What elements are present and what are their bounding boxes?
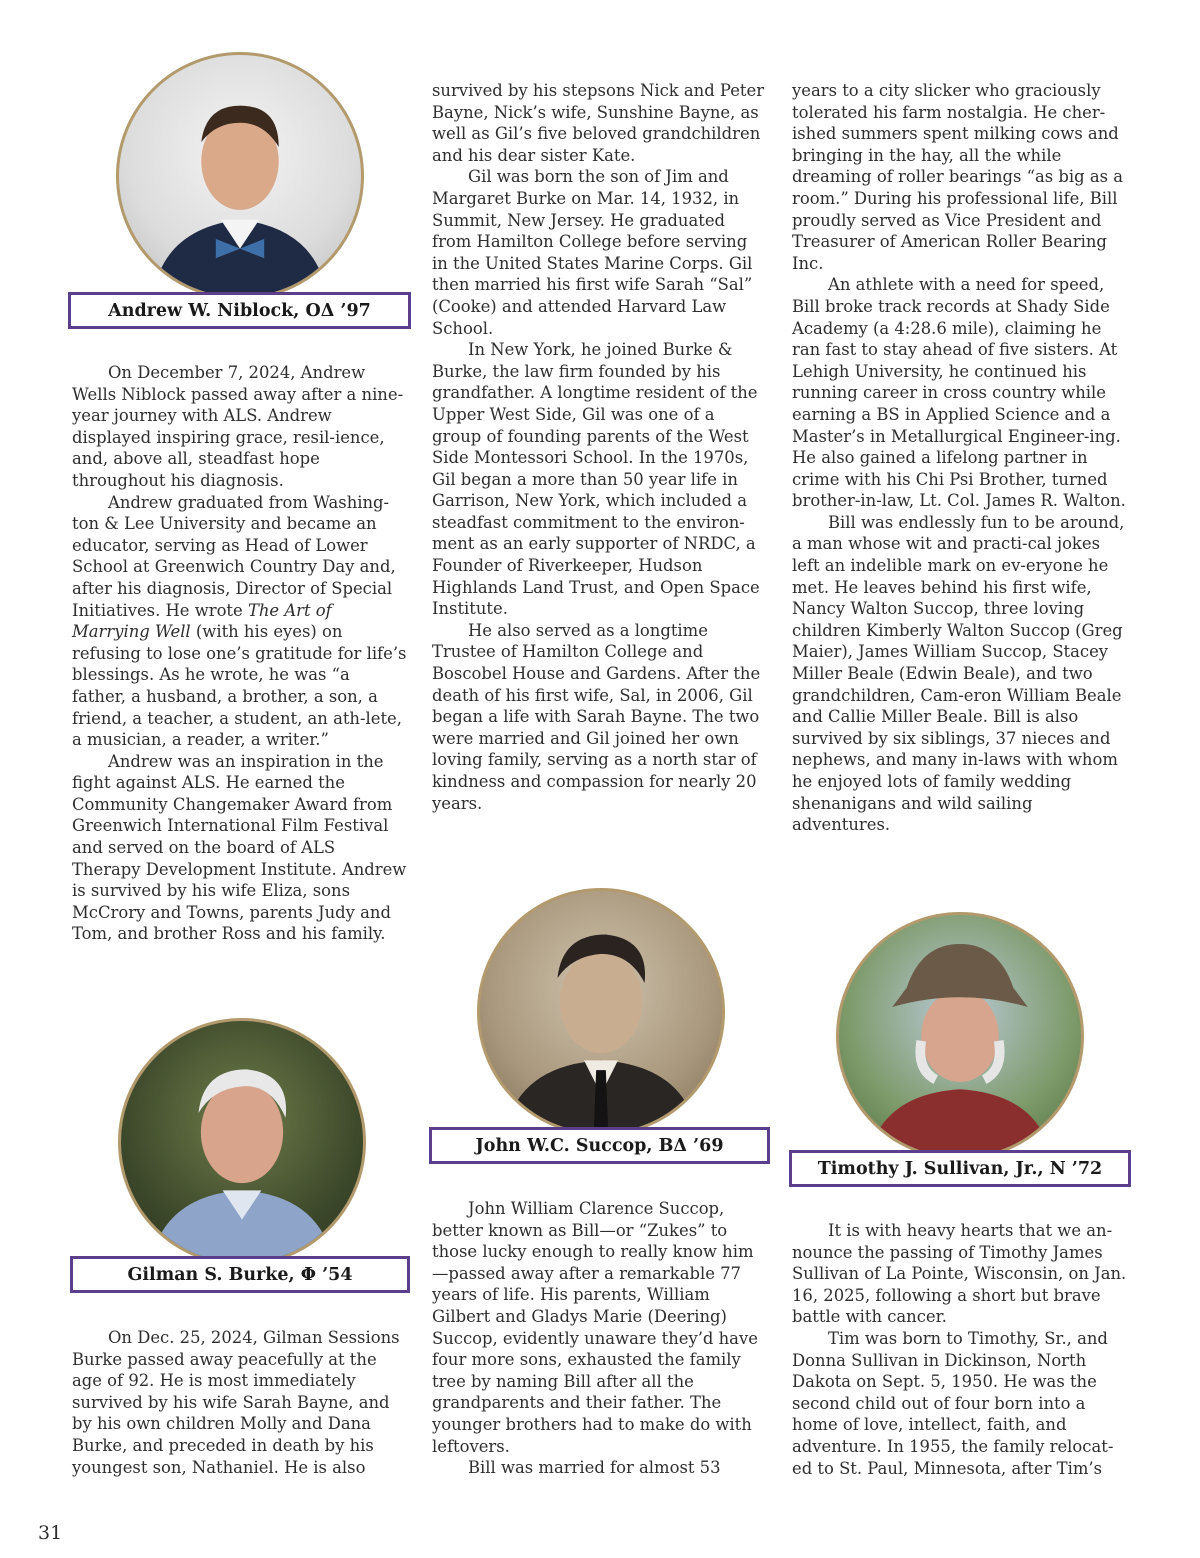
john-succop-text-col2 [432,1198,768,1479]
paragraph: years to a city slicker who graciously tolerated his farm nostalgia. He cher-ished summers spent milking cows and bringing in the hay, all the while dreaming of roller bearings “as big as a room.” During his professional life, Bill proudly served as Vice President and Treasurer of American Roller Bearing Inc. [792,81,1124,273]
gilman-burke-text-col2 [432,80,768,814]
gilman-burke-text-col1 [72,1327,410,1478]
timothy-sullivan-text [792,1220,1132,1479]
paragraph [72,492,408,751]
portrait-icon [480,891,722,1133]
paragraph: He also served as a longtime Trustee of Hamilton College and Boscobel House and Gardens. After the death of his first wife, Sal, in 2006, Gil began a life with Sarah Bayne. The two were married and Gil joined her own loving family, serving as a north star of kindness and compassion for nearly 20 years. [432,620,761,813]
paragraph: On December 7, 2024, Andrew Wells Niblock passed away after a nine-year journey with ALS. Andrew displayed inspiring grace, resil-ience, and, above all, steadfast hope throughout his diagnosis. [72,363,404,490]
paragraph: John William Clarence Succop, better known as Bill—or “Zukes” to those lucky enough to really know him—passed away after a remarkable 77 years of life. His parents, William Gilbert and Gladys Marie (Deering) Succop, evidently unaware they’d have four more sons, exhausted the family tree by naming Bill after all the grandparents and their father. The younger brothers had to make do with leftovers. [432,1199,758,1456]
paragraph: survived by his stepsons Nick and Peter Bayne, Nick’s wife, Sunshine Bayne, as well as Gil’s five beloved grandchildren and his dear sister Kate. [432,81,765,165]
paragraph: Bill was married for almost 53 [468,1458,721,1478]
gilman-burke-photo [118,1018,366,1266]
paragraph-text: (with his eyes) on refusing to lose one’s gratitude for life’s blessings. As he wrote, he was “a father, a husband, a brother, a son, a friend, a teacher, a student, an ath-lete, a musician, a reader, a writer.” [72,622,407,750]
paragraph: Andrew was an inspiration in the fight against ALS. He earned the Community Changemaker Award from Greenwich International Film Festival and served on the board of ALS Therapy Development Institute. Andrew is survived by his wife Eliza, sons McCrory and Towns, parents Judy and Tom, and brother Ross and his family. [72,751,407,944]
john-succop-photo [477,888,725,1136]
portrait-icon [839,915,1081,1157]
gilman-burke-name: Gilman S. Burke, Φ ’54 [70,1256,410,1293]
paragraph: In New York, he joined Burke & Burke, the law firm founded by his grandfather. A longtime resident of the Upper West Side, Gil was one of a group of founding parents of the West Side Montessori School. In the 1970s, Gil began a more than 50 year life in Garrison, New York, which included a steadfast commitment to the environ-ment as an early supporter of NRDC, a Founder of Riverkeeper, Hudson Highlands Land Trust, and Open Space Institute. [432,340,760,619]
paragraph: Tim was born to Timothy, Sr., and Donna Sullivan in Dickinson, North Dakota on Sept. 5, 1950. He was the second child out of four born into a home of love, intellect, faith, and adventure. In 1955, the family relocat-ed to St. Paul, Minnesota, after Tim’s [792,1328,1114,1478]
page-number: 31 [38,1522,63,1544]
book-title: The Art of Marrying Well [72,600,332,642]
paragraph: Bill was endlessly fun to be around, a man whose wit and practi-cal jokes left an indelible mark on ev-eryone he met. He leaves behind his first wife, Nancy Walton Succop, three loving children Kimberly Walton Succop (Greg Maier), James William Succop, Stacey Miller Beale (Edwin Beale), and two grandchildren, Cam-eron William Beale and Callie Miller Beale. Bill is also survived by six siblings, 37 nieces and nephews, and many in-laws with whom he enjoyed lots of family wedding shenanigans and wild sailing adventures. [792,512,1125,835]
john-succop-name: John W.C. Succop, BΔ ’69 [429,1127,770,1164]
paragraph: It is with heavy hearts that we an-nounce the passing of Timothy James Sullivan of La Pointe, Wisconsin, on Jan. 16, 2025, following a short but brave battle with cancer. [792,1221,1127,1327]
paragraph: On Dec. 25, 2024, Gilman Sessions Burke passed away peacefully at the age of 92. He is most immediately survived by his wife Sarah Bayne, and by his own children Molly and Dana Burke, and preceded in death by his youngest son, Nathaniel. He is also [72,1328,400,1477]
john-succop-text-col3 [792,80,1132,836]
andrew-niblock-text [72,362,408,945]
paragraph: Gil was born the son of Jim and Margaret Burke on Mar. 14, 1932, in Summit, New Jersey. He graduated from Hamilton College before serving in the United States Marine Corps. Gil then married his first wife Sarah “Sal” (Cooke) and attended Harvard Law School. [432,167,753,338]
timothy-sullivan-name: Timothy J. Sullivan, Jr., N ’72 [789,1150,1131,1187]
andrew-niblock-photo [116,52,364,300]
paragraph-text: Andrew graduated from Washing-ton & Lee University and became an educator, serving as Head of Lower School at Greenwich Country Day and, after his diagnosis, Director of Special Initiatives. He wrote [72,492,396,620]
andrew-niblock-name: Andrew W. Niblock, OΔ ’97 [68,292,411,329]
paragraph: An athlete with a need for speed, Bill broke track records at Shady Side Academy (a 4:28.6 mile), claiming he ran fast to stay ahead of five sisters. At Lehigh University, he continued his running career in cross country while earning a BS in Applied Science and a Master’s in Metallurgical Engineer-ing. He also gained a lifelong partner in crime with his Chi Psi Brother, turned brother-in-law, Lt. Col. James R. Walton. [792,275,1126,511]
portrait-icon [121,1021,363,1263]
timothy-sullivan-photo [836,912,1084,1160]
portrait-icon [119,55,361,297]
